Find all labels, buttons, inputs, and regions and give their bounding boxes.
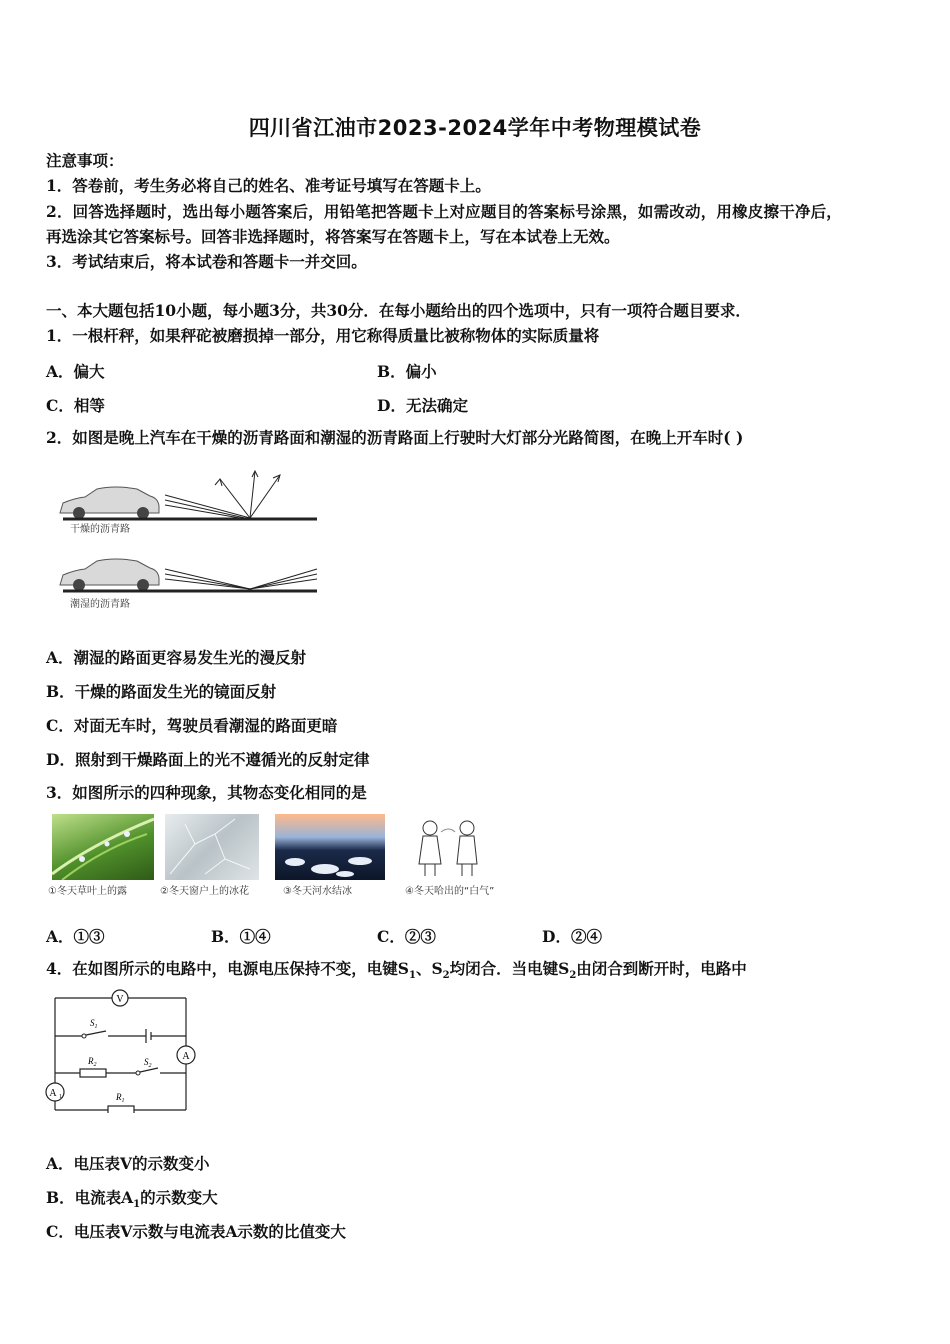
notice-item-2: 2．回答选择题时，选出每小题答案后，用铅笔把答题卡上对应题目的答案标号涂黑，如需改动，用橡皮擦干净后，	[46, 202, 842, 221]
q1-option-d: D．无法确定	[377, 396, 468, 415]
breath-cartoon-image	[405, 814, 495, 880]
q2-option-b: B．干燥的路面发生光的镜面反射	[46, 682, 277, 701]
ammeter-a1	[46, 1083, 64, 1101]
q1-option-c: C．相等	[46, 396, 105, 415]
q3-caption-1: ①冬天草叶上的露	[48, 886, 127, 897]
svg-text:A: A	[182, 1051, 190, 1062]
q2-option-a: A．潮湿的路面更容易发生光的漫反射	[46, 648, 307, 667]
notice-item-3: 3．考试结束后，将本试卷和答题卡一并交回。	[46, 252, 367, 271]
notice-heading: 注意事项：	[46, 151, 124, 170]
q4-option-c: C．电压表V示数与电流表A示数的比值变大	[46, 1222, 346, 1241]
headlight-diagram	[55, 465, 325, 615]
svg-text:1: 1	[59, 1094, 62, 1100]
q1-option-b: B．偏小	[377, 362, 437, 381]
q3-caption-4: ④冬天哈出的“白气”	[405, 886, 495, 897]
r1-label: $R_1$	[116, 1092, 125, 1104]
circuit-diagram	[40, 988, 200, 1113]
q3-stem: 3．如图所示的四种现象，其物态变化相同的是	[46, 783, 367, 802]
car-icon	[60, 487, 159, 519]
dew-grass-image	[52, 814, 154, 880]
ammeter-a	[177, 1046, 195, 1064]
q1-stem: 1．一根杆秤，如果秤砣被磨损掉一部分，用它称得质量比被称物体的实际质量将	[46, 326, 600, 345]
svg-text:A: A	[49, 1088, 57, 1099]
car-icon	[60, 559, 159, 591]
q4-option-a: A．电压表V的示数变小	[46, 1154, 210, 1173]
q1-option-a: A．偏大	[46, 362, 105, 381]
notice-item-2-cont: 再选涂其它答案标号。回答非选择题时，将答案写在答题卡上，写在本试卷上无效。	[46, 227, 620, 246]
frozen-river-image	[275, 814, 385, 880]
q3-caption-2: ②冬天窗户上的冰花	[160, 886, 249, 897]
s1-label: $S_1$	[90, 1018, 98, 1030]
wet-road-label: 潮湿的沥青路	[70, 599, 130, 610]
dry-road-label: 干燥的沥青路	[70, 524, 130, 535]
q2-stem: 2．如图是晚上汽车在干燥的沥青路面和潮湿的沥青路面上行驶时大灯部分光路简图，在晚上开车时( )	[46, 428, 744, 447]
q3-option-b: B．①④	[211, 927, 271, 946]
voltmeter	[112, 990, 128, 1006]
q3-option-c: C．②③	[377, 927, 436, 946]
q4-option-b: B．电流表$A_1$的示数变大	[46, 1188, 218, 1211]
svg-text:V: V	[116, 994, 124, 1005]
q2-option-c: C．对面无车时，驾驶员看潮湿的路面更暗	[46, 716, 338, 735]
q3-option-d: D．②④	[542, 927, 602, 946]
section-heading: 一、本大题包括10小题，每小题3分，共30分．在每小题给出的四个选项中，只有一项符合题目要求．	[46, 301, 751, 320]
dry-light-rays	[165, 471, 280, 518]
q3-caption-3: ③冬天河水结冰	[283, 886, 352, 897]
q2-option-d: D．照射到干燥路面上的光不遵循光的反射定律	[46, 750, 370, 769]
notice-item-1: 1．答卷前，考生务必将自己的姓名、准考证号填写在答题卡上。	[46, 176, 491, 195]
q3-option-a: A．①③	[46, 927, 105, 946]
frost-window-image	[165, 814, 259, 880]
s2-label: $S_2$	[144, 1057, 152, 1069]
page-title: 四川省江油市2023-2024学年中考物理模试卷	[248, 116, 702, 140]
wet-light-rays	[165, 569, 317, 589]
r2-label: $R_2$	[88, 1056, 97, 1068]
q4-stem: 4．在如图所示的电路中，电源电压保持不变，电键$S_1$、$S_2$均闭合．当电键$S_2$由闭合到断开时，电路中	[46, 959, 747, 982]
